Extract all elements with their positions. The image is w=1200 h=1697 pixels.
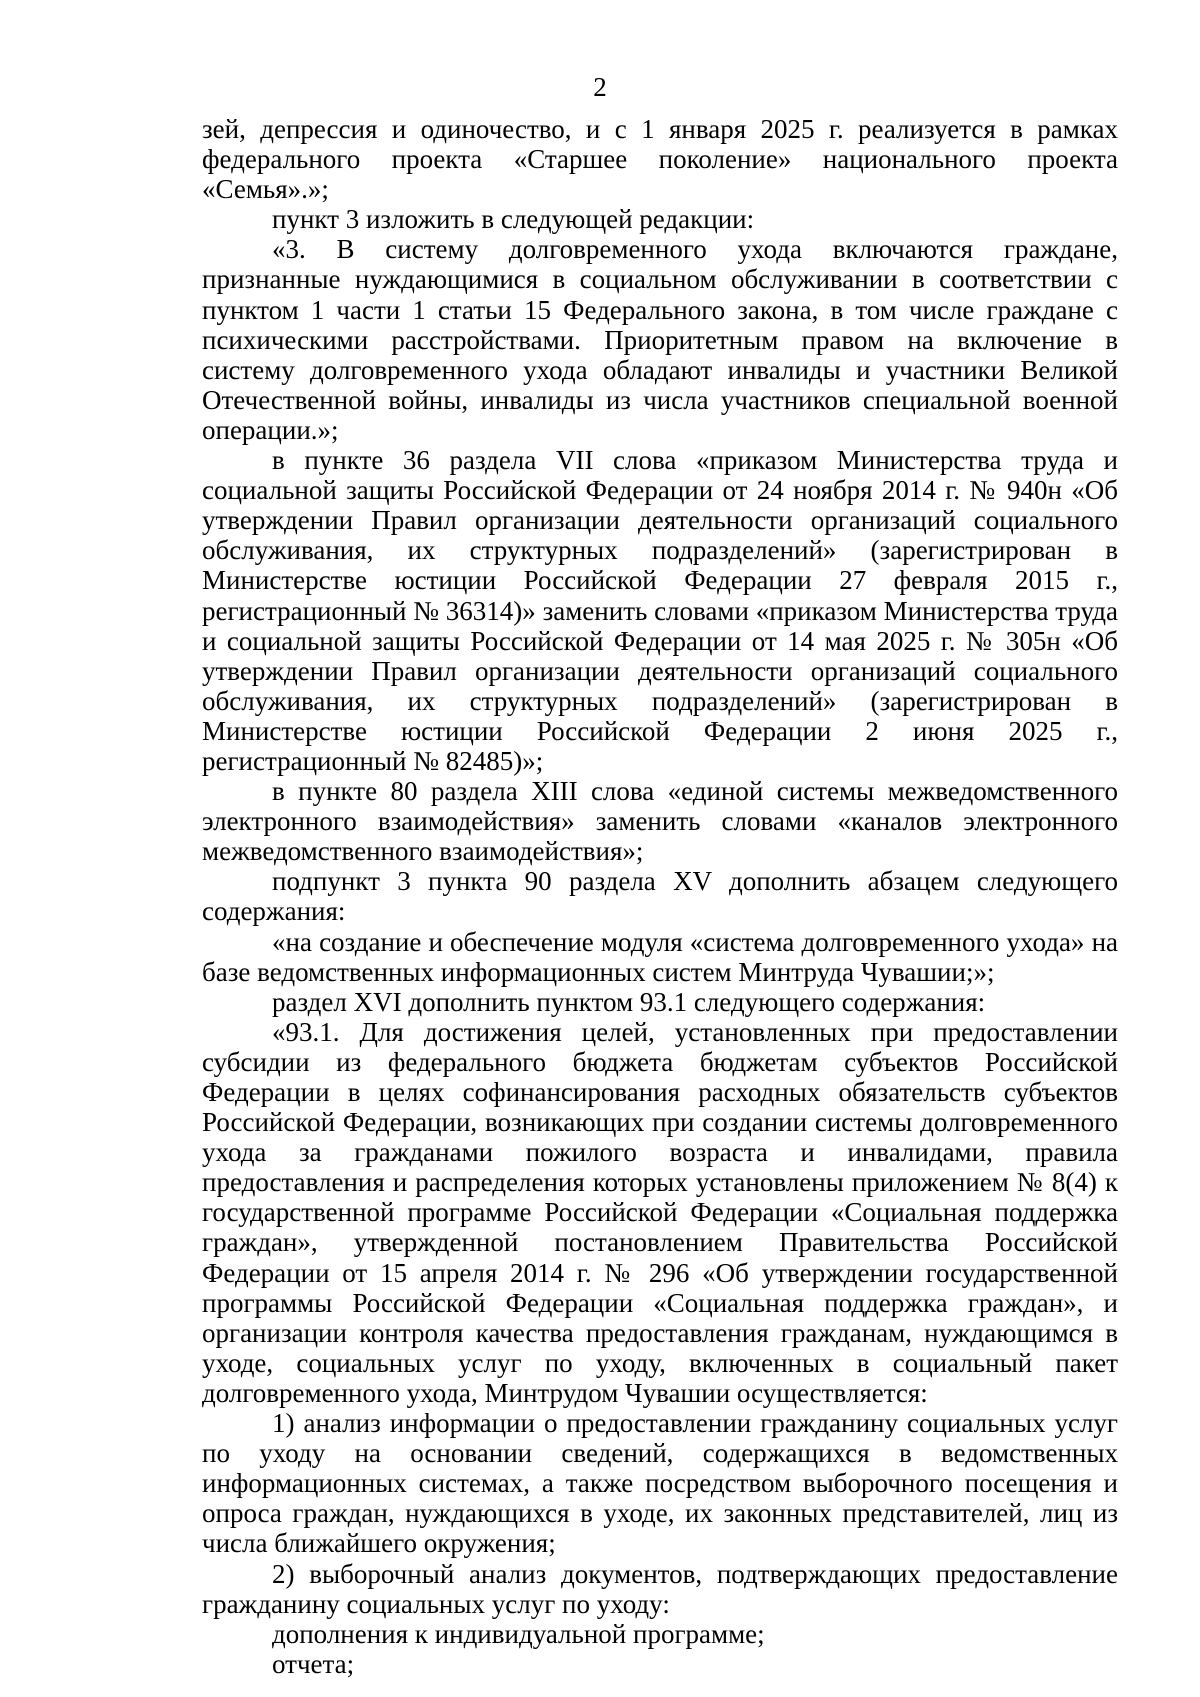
paragraph: 1) анализ информации о предоставлении гражданину социальных услуг по уходу на основании сведений, содержащихся в ведомственных информационных системах, а также посредством выборочного посещения и опроса граждан, нуждающихся в уходе, их законных представителей, лиц из числа ближайшего окружения; xyxy=(202,1408,1118,1559)
paragraph-continuation: зей, депрессия и одиночество, и с 1 января 2025 г. реализуется в рамках федерального проекта «Старшее поколение» национального проекта «Семья».»; xyxy=(202,114,1118,205)
paragraph: «3. В систему долговременного ухода включаются граждане, признанные нуждающимися в социальном обслуживании в соответствии с пунктом 1 части 1 статьи 15 Федерального закона, в том числе граждане с психическими расстройствами. Приоритетным правом на включение в систему долговременного ухода обладают инвалиды и участники Великой Отечественной войны, инвалиды из числа участников специальной военной операции.»; xyxy=(202,234,1118,445)
page-number: 2 xyxy=(593,72,607,102)
document-body xyxy=(202,114,1118,1679)
paragraph: «93.1. Для достижения целей, установленных при предоставлении субсидии из федерального бюджета бюджетам субъектов Российской Федерации в целях софинансирования расходных обязательств субъектов Российской Федерации, возникающих при создании системы долговременного ухода за гражданами пожилого возраста и инвалидами, правила предоставления и распределения которых установлены приложением № 8(4) к государственной программе Российской Федерации «Социальная поддержка граждан», утвержденной постановлением Правительства Российской Федерации от 15 апреля 2014 г. № 296 «Об утверждении государственной программы Российской Федерации «Социальная поддержка граждан», и организации контроля качества предоставления гражданам, нуждающимся в уходе, социальных услуг по уходу, включенных в социальный пакет долговременного ухода, Минтрудом Чувашии осуществляется: xyxy=(202,1016,1118,1408)
paragraph: подпункт 3 пункта 90 раздела XV дополнить абзацем следующего содержания: xyxy=(202,866,1118,927)
paragraph: в пункте 36 раздела VII слова «приказом Министерства труда и социальной защиты Российской Федерации от 24 ноября 2014 г. № 940н «Об утверждении Правил организации деятельности организаций социального обслуживания, их структурных подразделений» (зарегистрирован в Министерстве юстиции Российской Федерации 27 февраля 2015 г., регистрационный № 36314)» заменить словами «приказом Министерства труда и социальной защиты Российской Федерации от 14 мая 2025 г. № 305н «Об утверждении Правил организации деятельности организаций социального обслуживания, их структурных подразделений» (зарегистрирован в Министерстве юстиции Российской Федерации 2 июня 2025 г., регистрационный № 82485)»; xyxy=(202,445,1118,776)
paragraph: дополнения к индивидуальной программе; xyxy=(272,1618,765,1649)
paragraph: раздел XVI дополнить пунктом 93.1 следующего содержания: xyxy=(272,986,986,1017)
paragraph: отчета; xyxy=(272,1648,355,1679)
paragraph: в пункте 80 раздела XIII слова «единой системы межведомственного электронного взаимодействия» заменить словами «каналов электронного межведомственного взаимодействия»; xyxy=(202,776,1118,867)
paragraph: пункт 3 изложить в следующей редакции: xyxy=(272,204,755,235)
paragraph: 2) выборочный анализ документов, подтверждающих предоставление гражданину социальных услуг по уходу: xyxy=(202,1558,1118,1619)
paragraph: «на создание и обеспечение модуля «система долговременного ухода» на базе ведомственных информационных систем Минтруда Чувашии;»; xyxy=(202,926,1118,987)
